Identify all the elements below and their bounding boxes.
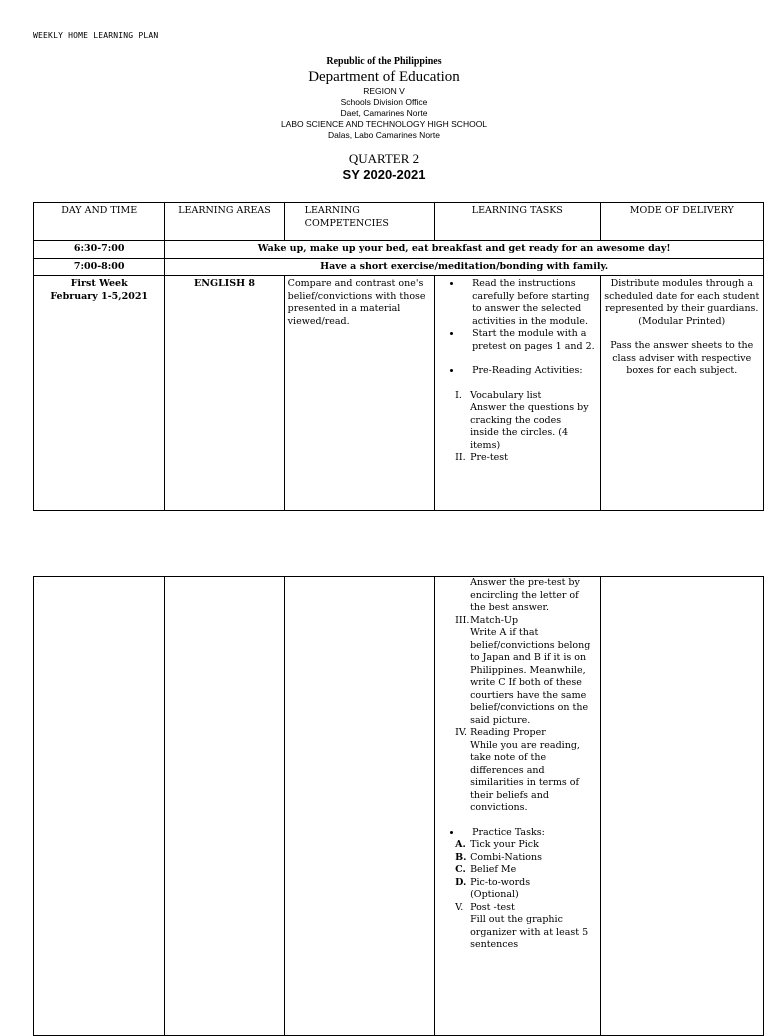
week-dates: February 1-5,2021 <box>50 290 149 302</box>
task-bullet: • Read the instructions carefully before starting to answer the selected activities in the module. <box>462 278 596 328</box>
item-number: II. <box>455 452 466 463</box>
item-title: Match-Up <box>470 614 519 626</box>
quarter-heading: QUARTER 2 <box>348 151 420 166</box>
schedule-activity: Have a short exercise/meditation/bonding with family. <box>165 258 764 276</box>
task-bullet: • Start the module with a pretest on pages 1 and 2. <box>462 328 596 353</box>
item-number: V. <box>455 901 464 913</box>
learning-plan-table <box>33 202 764 511</box>
item-title: Vocabulary list <box>470 389 542 401</box>
header-learning-tasks: LEARNING TASKS <box>435 203 600 241</box>
task-bullet-list <box>438 278 596 353</box>
continued-row <box>34 577 764 1036</box>
item-text: Answer the pre-test by encircling the letter of the best answer. <box>470 577 580 613</box>
tasks-cell <box>435 577 600 1036</box>
schedule-row <box>34 241 764 259</box>
item-title: Post -test <box>470 901 515 913</box>
learning-area-cell <box>165 577 284 1036</box>
department-heading: Department of Education <box>308 69 460 85</box>
numbered-item <box>438 727 596 815</box>
numbered-item <box>438 452 596 465</box>
city-line: Daet, Camarines Norte <box>340 108 428 118</box>
mode-text: Pass the answer sheets to the class adviser with respective boxes for each subject. <box>610 340 754 376</box>
mode-text: Distribute modules through a scheduled date for each student represented by their guardians. <box>604 278 760 314</box>
address-line: Dalas, Labo Camarines Norte <box>328 130 440 140</box>
practice-letter: A. <box>455 839 466 850</box>
division-line: Schools Division Office <box>340 97 428 107</box>
practice-item <box>438 864 596 877</box>
school-year-heading: SY 2020-2021 <box>342 167 426 182</box>
practice-letter: D. <box>455 876 467 888</box>
schedule-time: 7:00-8:00 <box>34 258 165 276</box>
practice-text: Tick your Pick <box>470 839 539 850</box>
region-line: REGION V <box>363 86 405 96</box>
item-text: Answer the questions by cracking the codes inside the circles. (4 items) <box>470 402 589 451</box>
numbered-item <box>438 390 596 453</box>
pre-reading-label: • Pre-Reading Activities: <box>462 365 596 378</box>
numbered-item <box>438 902 596 952</box>
school-line: LABO SCIENCE AND TECHNOLOGY HIGH SCHOOL <box>280 119 488 129</box>
item-text: Write A if that belief/convictions belong to Japan and B if it is on Philippines. Meanwhile, write C If both of these courtiers have the same belief/convictions on the said picture. <box>470 627 591 726</box>
republic-heading: Republic of the Philippines <box>326 56 442 67</box>
item-title: Pre-test <box>470 452 508 463</box>
practice-letter: C. <box>455 864 466 875</box>
practice-text: Combi-Nations <box>470 851 542 863</box>
item-number: IV. <box>455 727 468 738</box>
competency-cell: Compare and contrast one's belief/convictions with those presented in a material viewed/read. <box>284 276 434 511</box>
schedule-row <box>34 258 764 276</box>
mode-of-delivery-cell <box>600 276 763 511</box>
mode-of-delivery-cell <box>600 577 763 1036</box>
mode-text: (Modular Printed) <box>638 315 726 327</box>
item-title: Reading Proper <box>470 727 546 738</box>
practice-list <box>438 827 596 840</box>
header-learning-areas: LEARNING AREAS <box>165 203 284 241</box>
header-mode-of-delivery: MODE OF DELIVERY <box>600 203 763 241</box>
item-number: III. <box>455 614 470 626</box>
practice-text: Belief Me <box>470 864 517 875</box>
day-time-cell <box>34 577 165 1036</box>
numbered-item-continued <box>438 577 596 615</box>
item-number: I. <box>455 389 462 401</box>
item-text: While you are reading, take note of the differences and similarities in terms of their beliefs and convictions. <box>470 739 580 813</box>
tasks-cell <box>435 276 600 511</box>
day-time-cell <box>34 276 165 511</box>
numbered-item <box>438 615 596 728</box>
practice-item <box>438 839 596 852</box>
pre-reading-list <box>438 365 596 378</box>
practice-label: • Practice Tasks: <box>462 827 596 840</box>
schedule-time: 6:30-7:00 <box>34 241 165 259</box>
document-label: WEEKLY HOME LEARNING PLAN <box>33 31 159 40</box>
learning-area-cell: ENGLISH 8 <box>165 276 284 511</box>
header-day-time: DAY AND TIME <box>34 203 165 241</box>
learning-plan-table-continued <box>33 576 764 1036</box>
week-row <box>34 276 764 511</box>
practice-text: Pic-to-words (Optional) <box>470 876 531 900</box>
practice-letter: B. <box>455 851 467 863</box>
practice-item <box>438 877 596 902</box>
week-label: First Week <box>70 278 128 289</box>
competency-cell <box>284 577 434 1036</box>
schedule-activity: Wake up, make up your bed, eat breakfast and get ready for an awesome day! <box>165 241 764 259</box>
table-header-row <box>34 203 764 241</box>
header-learning-competencies: LEARNING COMPETENCIES <box>284 203 434 241</box>
item-text: Fill out the graphic organizer with at least 5 sentences <box>470 914 589 950</box>
practice-item <box>438 852 596 865</box>
